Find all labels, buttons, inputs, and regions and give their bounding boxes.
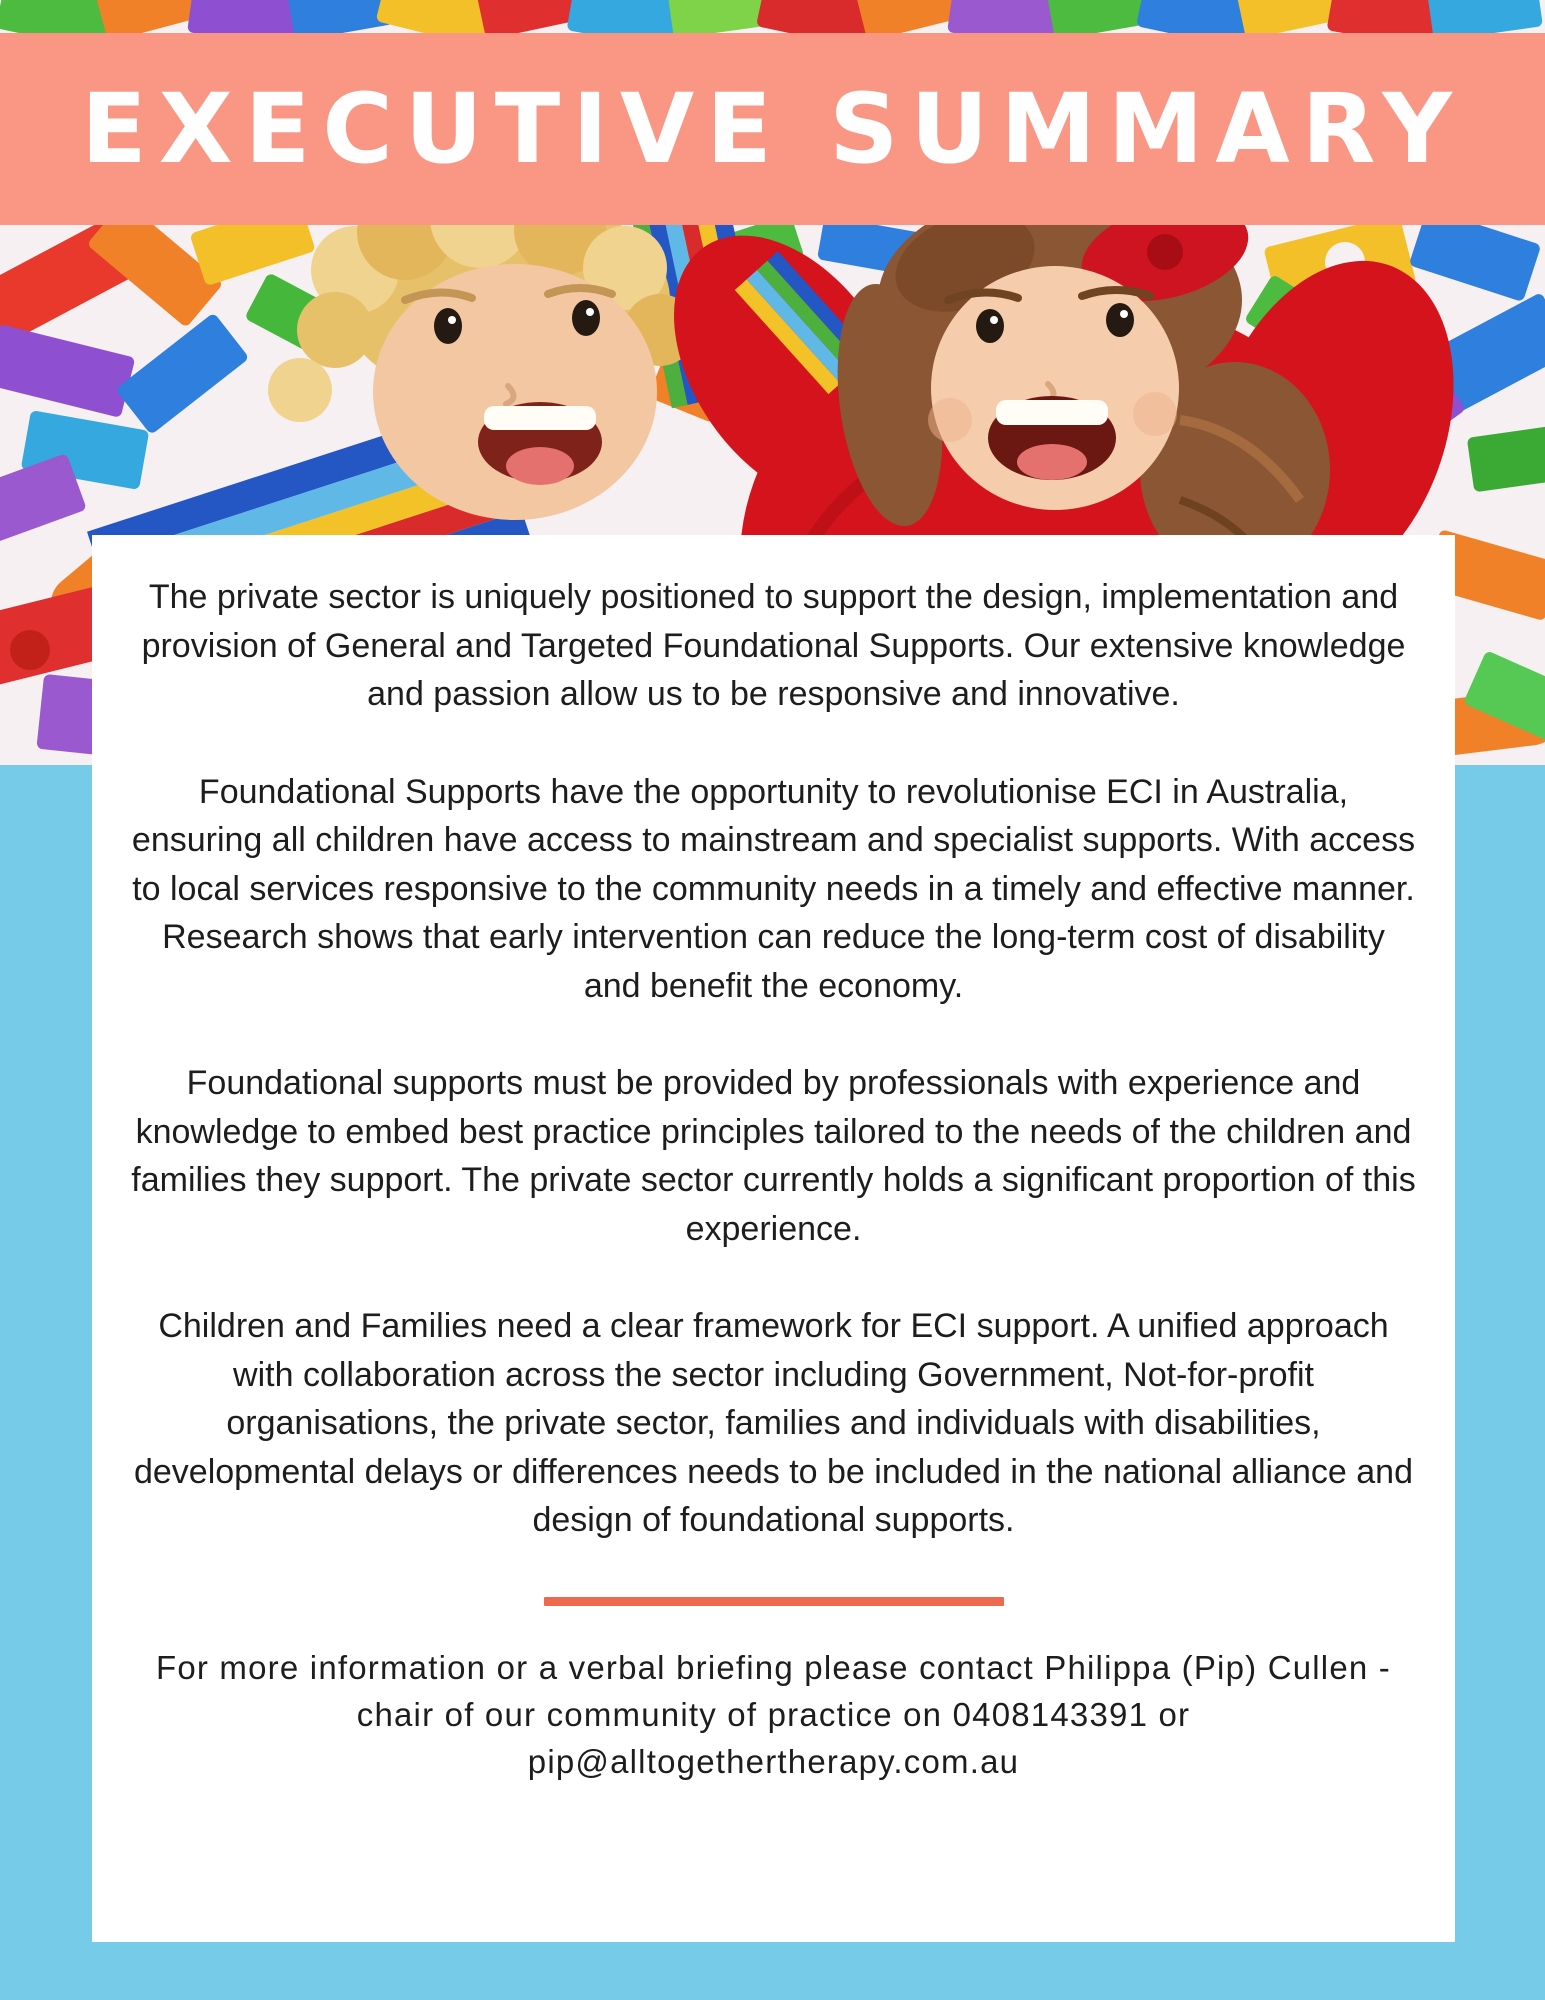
content-card — [92, 535, 1455, 1942]
paragraph-foundational-supports-opportunity: Foundational Supports have the opportunity to revolutionise ECI in Australia, ensuring all children have access to mainstream and specialist supports. With access to local services responsive to the community needs in a timely and effective manner. Research shows that early intervention can reduce the long-term cost of disability and benefit the economy. — [131, 772, 1416, 1005]
divider-line — [544, 1597, 1004, 1606]
contact-text: For more information or a verbal briefing please contact Philippa (Pip) Cullen - chair of our community of practice on 0408143391 or pip@alltogethertherapy.com.au — [155, 1648, 1392, 1780]
girl-eye-left — [976, 309, 1004, 343]
girl-cheek-right — [1133, 392, 1177, 436]
banner — [0, 33, 1545, 225]
boy-eye-right — [572, 300, 600, 336]
girl-mouth — [988, 396, 1116, 480]
girl-cheek-left — [928, 398, 972, 442]
paragraph-private-sector: The private sector is uniquely positioned to support the design, implementation and provision of General and Targeted Foundational Supports. Our extensive knowledge and passion allow us to be responsive and innovative. — [141, 578, 1406, 713]
paragraph-professionals: Foundational supports must be provided by professionals with experience and knowledge to embed best practice principles tailored to the needs of the children and families they support. The private sector currently holds a significant proportion of this experience. — [131, 1064, 1416, 1248]
paragraph-children-families: Children and Families need a clear framework for ECI support. A unified approach with collaboration across the sector including Government, Not-for-profit organisations, the private sector, families and individuals with disabilities, developmental delays or differences needs to be included in the national alliance and design of foundational supports. — [133, 1307, 1414, 1539]
boy-eye-left — [434, 308, 462, 344]
girl-eye-right — [1106, 303, 1134, 337]
page-title: EXECUTIVE SUMMARY — [81, 73, 1464, 185]
